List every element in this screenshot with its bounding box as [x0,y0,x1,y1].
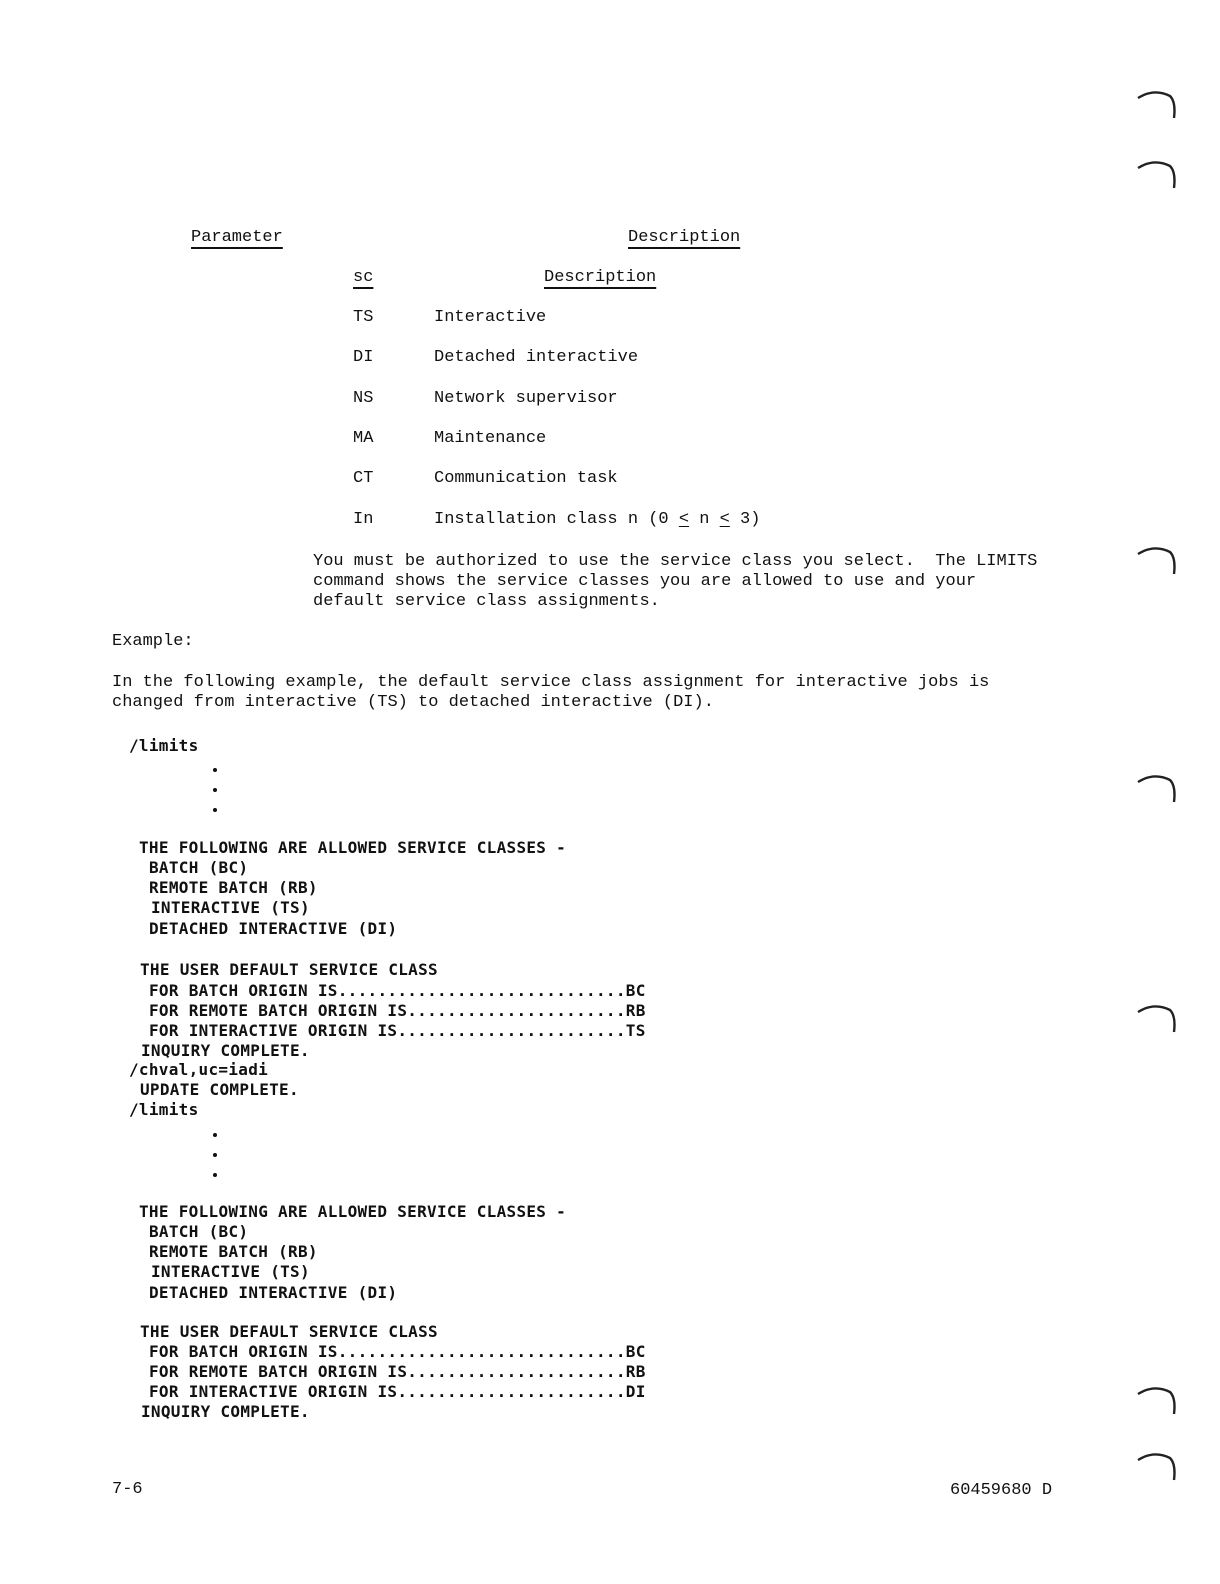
sc-code: TS [353,308,374,327]
default-class-header: THE USER DEFAULT SERVICE CLASS [140,960,438,979]
example-intro-line: In the following example, the default service class assignment for interactive jobs is [112,673,990,692]
allowed-class: BATCH (BC) [149,858,249,877]
binder-hole-icon [1136,1382,1180,1418]
page-number: 7-6 [112,1480,143,1499]
sc-description: Maintenance [434,429,547,448]
description-subheader: Description [544,268,657,287]
example-intro-line: changed from interactive (TS) to detached interactive (DI). [112,693,714,712]
allowed-class: INTERACTIVE (TS) [151,898,310,917]
allowed-class: REMOTE BATCH (RB) [149,1242,318,1261]
authorization-note-line: command shows the service classes you are allowed to use and your [313,572,977,591]
sc-description: Communication task [434,469,618,488]
sc-code: MA [353,429,374,448]
inquiry-complete: INQUIRY COMPLETE. [141,1402,310,1421]
allowed-class: REMOTE BATCH (RB) [149,878,318,897]
default-class-line: FOR BATCH ORIGIN IS.............................BC [149,1342,646,1361]
allowed-classes-header: THE FOLLOWING ARE ALLOWED SERVICE CLASSES - [139,1202,567,1221]
ellipsis-dot [213,788,217,792]
allowed-classes-header: THE FOLLOWING ARE ALLOWED SERVICE CLASSES - [139,838,567,857]
command-limits: /limits [129,1100,199,1119]
allowed-class: DETACHED INTERACTIVE (DI) [149,919,398,938]
authorization-note-line: You must be authorized to use the service class you select. The LIMITS [313,552,1038,571]
sc-description-installation [434,510,760,530]
sc-description: Network supervisor [434,389,618,408]
parameter-header: Parameter [191,228,283,247]
binder-hole-icon [1136,1448,1180,1484]
sc-description: Interactive [434,308,547,327]
binder-hole-icon [1136,86,1180,122]
update-complete: UPDATE COMPLETE. [140,1080,299,1099]
less-equal-symbol: < [678,510,690,529]
ellipsis-dot [213,1173,217,1177]
sc-code: DI [353,348,374,367]
allowed-class: BATCH (BC) [149,1222,249,1241]
ellipsis-dot [213,808,217,812]
binder-hole-icon [1136,156,1180,192]
document-number: 60459680 D [950,1481,1053,1500]
default-class-line: FOR INTERACTIVE ORIGIN IS.......................DI [149,1382,646,1401]
ellipsis-dot [213,1133,217,1137]
less-equal-symbol: < [719,510,730,529]
binder-hole-icon [1136,542,1180,578]
default-class-line: FOR REMOTE BATCH ORIGIN IS......................RB [149,1362,646,1381]
allowed-class: DETACHED INTERACTIVE (DI) [149,1283,398,1302]
inquiry-complete: INQUIRY COMPLETE. [141,1041,310,1060]
example-label: Example: [112,632,194,651]
default-class-line: FOR REMOTE BATCH ORIGIN IS......................RB [149,1001,646,1020]
sc-subheader: sc [353,268,374,287]
command-limits: /limits [129,736,199,755]
default-class-line: FOR INTERACTIVE ORIGIN IS.......................TS [149,1021,646,1040]
authorization-note-line: default service class assignments. [313,592,660,611]
binder-hole-icon [1136,770,1180,806]
description-header: Description [628,228,741,247]
ellipsis-dot [213,1153,217,1157]
command-chval: /chval,uc=iadi [129,1060,269,1079]
installation-text-prefix: Installation class n (0 [434,510,679,529]
binder-hole-icon [1136,1000,1180,1036]
sc-code: NS [353,389,374,408]
sc-code: In [353,510,374,529]
default-class-line: FOR BATCH ORIGIN IS.............................BC [149,981,646,1000]
allowed-class: INTERACTIVE (TS) [151,1262,310,1281]
ellipsis-dot [213,768,217,772]
sc-code: CT [353,469,374,488]
installation-text-mid: n [689,510,720,529]
installation-text-suffix: 3) [729,510,761,529]
default-class-header: THE USER DEFAULT SERVICE CLASS [140,1322,438,1341]
sc-description: Detached interactive [434,348,639,367]
